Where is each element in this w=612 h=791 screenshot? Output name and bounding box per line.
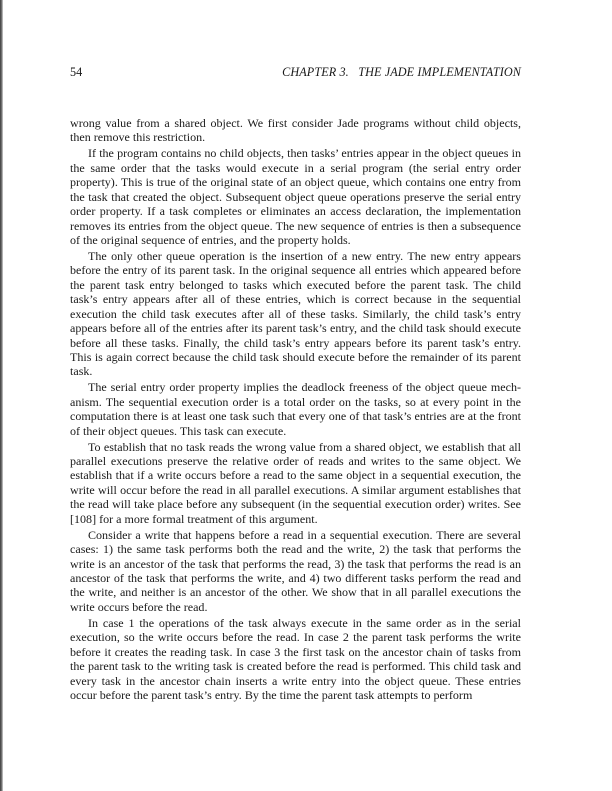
running-head [70, 64, 521, 80]
paragraph-deadlock-freeness: The serial entry order property implies the deadlock freeness of the object queue mechanism. The sequential execution order is a total order on the tasks, so at every point in the computation there is at least one task such that every one of that task’s entries are at the front of their object queues. This task can execute. [70, 380, 521, 438]
body-text [70, 116, 521, 704]
paragraph-queue-insertion: The only other queue operation is the insertion of a new entry. The new entry appears before the entry of its parent task. In the original sequence all entries which appeared before the parent task entry belonged to tasks which executed before the parent task. The child task’s entry appears after all of these entries, which is correct because in the sequential execution the child task executes after all of these tasks. Similarly, the child task’s entry appears before all of the entries after its parent task’s entry, and the child task should execute before all these tasks. Finally, the child task’s entry appears before its parent task’s entry. This is again correct because the child task should execute before the remainder of its parent task. [70, 248, 521, 379]
paragraph-continuation: wrong value from a shared object. We first consider Jade programs without child objects, then remove this restriction. [70, 116, 521, 145]
paragraph-case-analysis: In case 1 the operations of the task always execute in the same order as in the serial execution, so the write occurs before the read. In case 2 the parent task performs the write before it creates the reading task. In case 3 the first task on the ancestor chain of tasks from the parent task to the writing task is created before the read is performed. This child task and every task in the ancestor chain inserts a write entry into the object queue. These entries occur before the parent task’s entry. By the time the parent task attempts to perform [70, 615, 521, 703]
paragraph-cases: Consider a write that happens before a read in a sequential execution. There are several cases: 1) the same task performs both the read and the write, 2) the task that performs the write is an ancestor of the task that performs the read, 3) the task that performs the read is an ancestor of the task that performs the write, and 4) two different tasks perform the read and the write, and neither is an ancestor of the other. We show that in all parallel executions the write occurs before the read. [70, 527, 521, 614]
page-number: 54 [70, 65, 83, 79]
paragraph-serial-entry-order: If the program contains no child objects, then tasks’ entries appear in the object queues in the same order that the tasks would execute in a serial program (the serial entry order property). This is true of the original state of an object queue, which contains one entry from the task that created the object. Subsequent object queue operations preserve the serial entry order property. If a task completes or eliminates an access declaration, the implementation removes its entries from the object queue. The new sequence of entries is then a subsequence of the original sequence of entries, and the property holds. [70, 146, 521, 248]
scan-border [0, 0, 3, 791]
paragraph-read-write-order: To establish that no task reads the wrong value from a shared object, we establish that all parallel executions preserve the relative order of reads and writes to the same object. We establish that if a write occurs before a read to the same object in a sequential execution, the write will occur before the read in all parallel executions. A similar argument establishes that the read will take place before any subsequent (in the sequential execution order) writes. See [108] for a more formal treatment of this argument. [70, 439, 521, 526]
chapter-title: CHAPTER 3. THE JADE IMPLEMENTATION [282, 65, 521, 79]
